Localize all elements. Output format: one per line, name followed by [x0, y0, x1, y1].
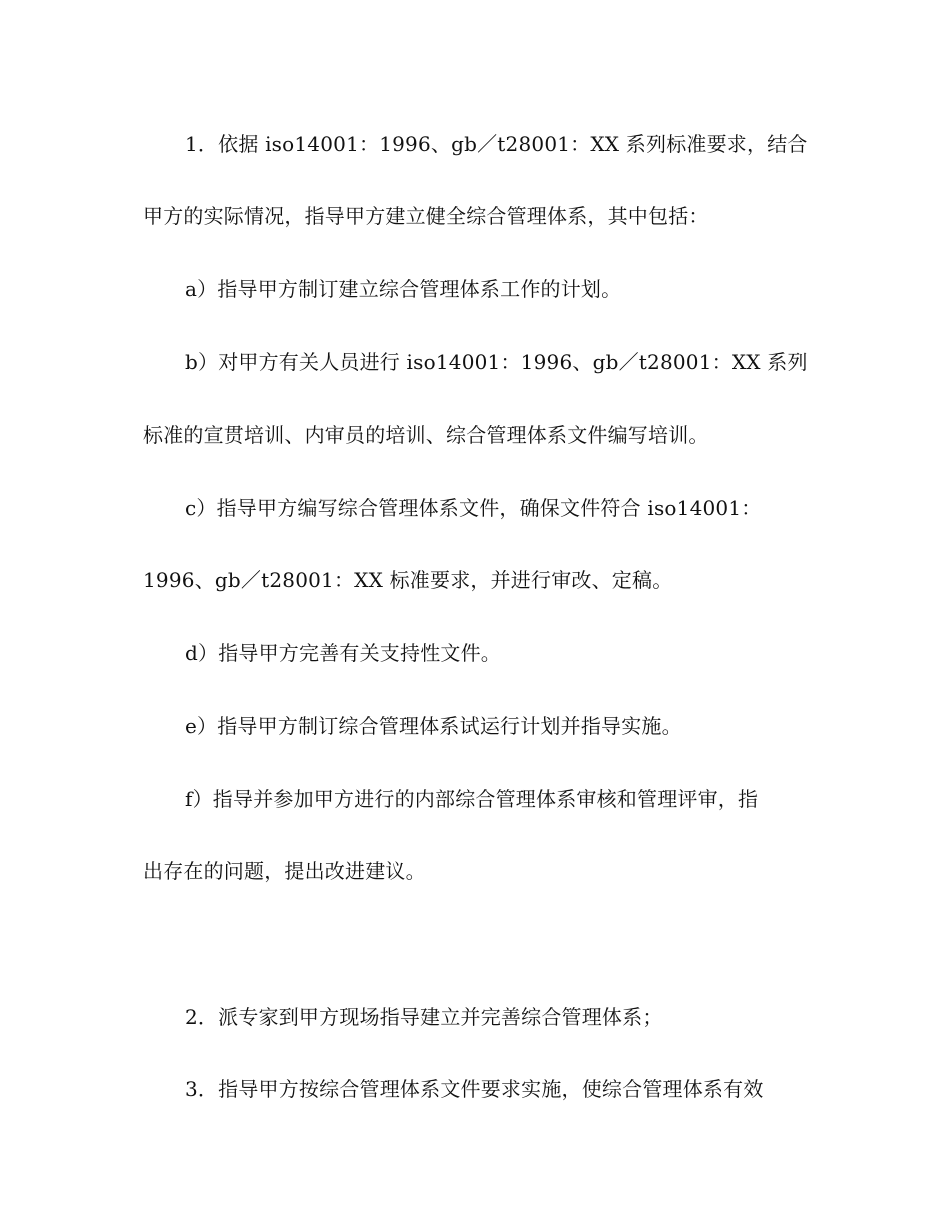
paragraph-1-line-2: 甲方的实际情况，指导甲方建立健全综合管理体系，其中包括：: [143, 204, 709, 228]
item-b-line-1: b）对甲方有关人员进行 iso14001：1996、gb／t28001：XX 系列: [185, 350, 808, 374]
item-d-line: d）指导甲方完善有关支持性文件。: [185, 641, 502, 665]
item-b-line-2: 标准的宣贯培训、内审员的培训、综合管理体系文件编写培训。: [143, 423, 709, 447]
item-f-line-2: 出存在的问题，提出改进建议。: [143, 859, 426, 883]
item-e-line: e）指导甲方制订综合管理体系试运行计划并指导实施。: [185, 714, 682, 738]
item-a-line: a）指导甲方制订建立综合管理体系工作的计划。: [185, 277, 622, 301]
item-c-line-2: 1996、gb／t28001：XX 标准要求，并进行审改、定稿。: [143, 568, 673, 592]
paragraph-1-line-1: 1．依据 iso14001：1996、gb／t28001：XX 系列标准要求，结合: [185, 132, 808, 156]
paragraph-2-line: 2．派专家到甲方现场指导建立并完善综合管理体系；: [185, 1005, 663, 1029]
item-f-line-1: f）指导并参加甲方进行的内部综合管理体系审核和管理评审，指: [185, 787, 759, 811]
item-c-line-1: c）指导甲方编写综合管理体系文件，确保文件符合 iso14001：: [185, 496, 762, 520]
paragraph-3-line: 3．指导甲方按综合管理体系文件要求实施，使综合管理体系有效: [185, 1077, 764, 1101]
